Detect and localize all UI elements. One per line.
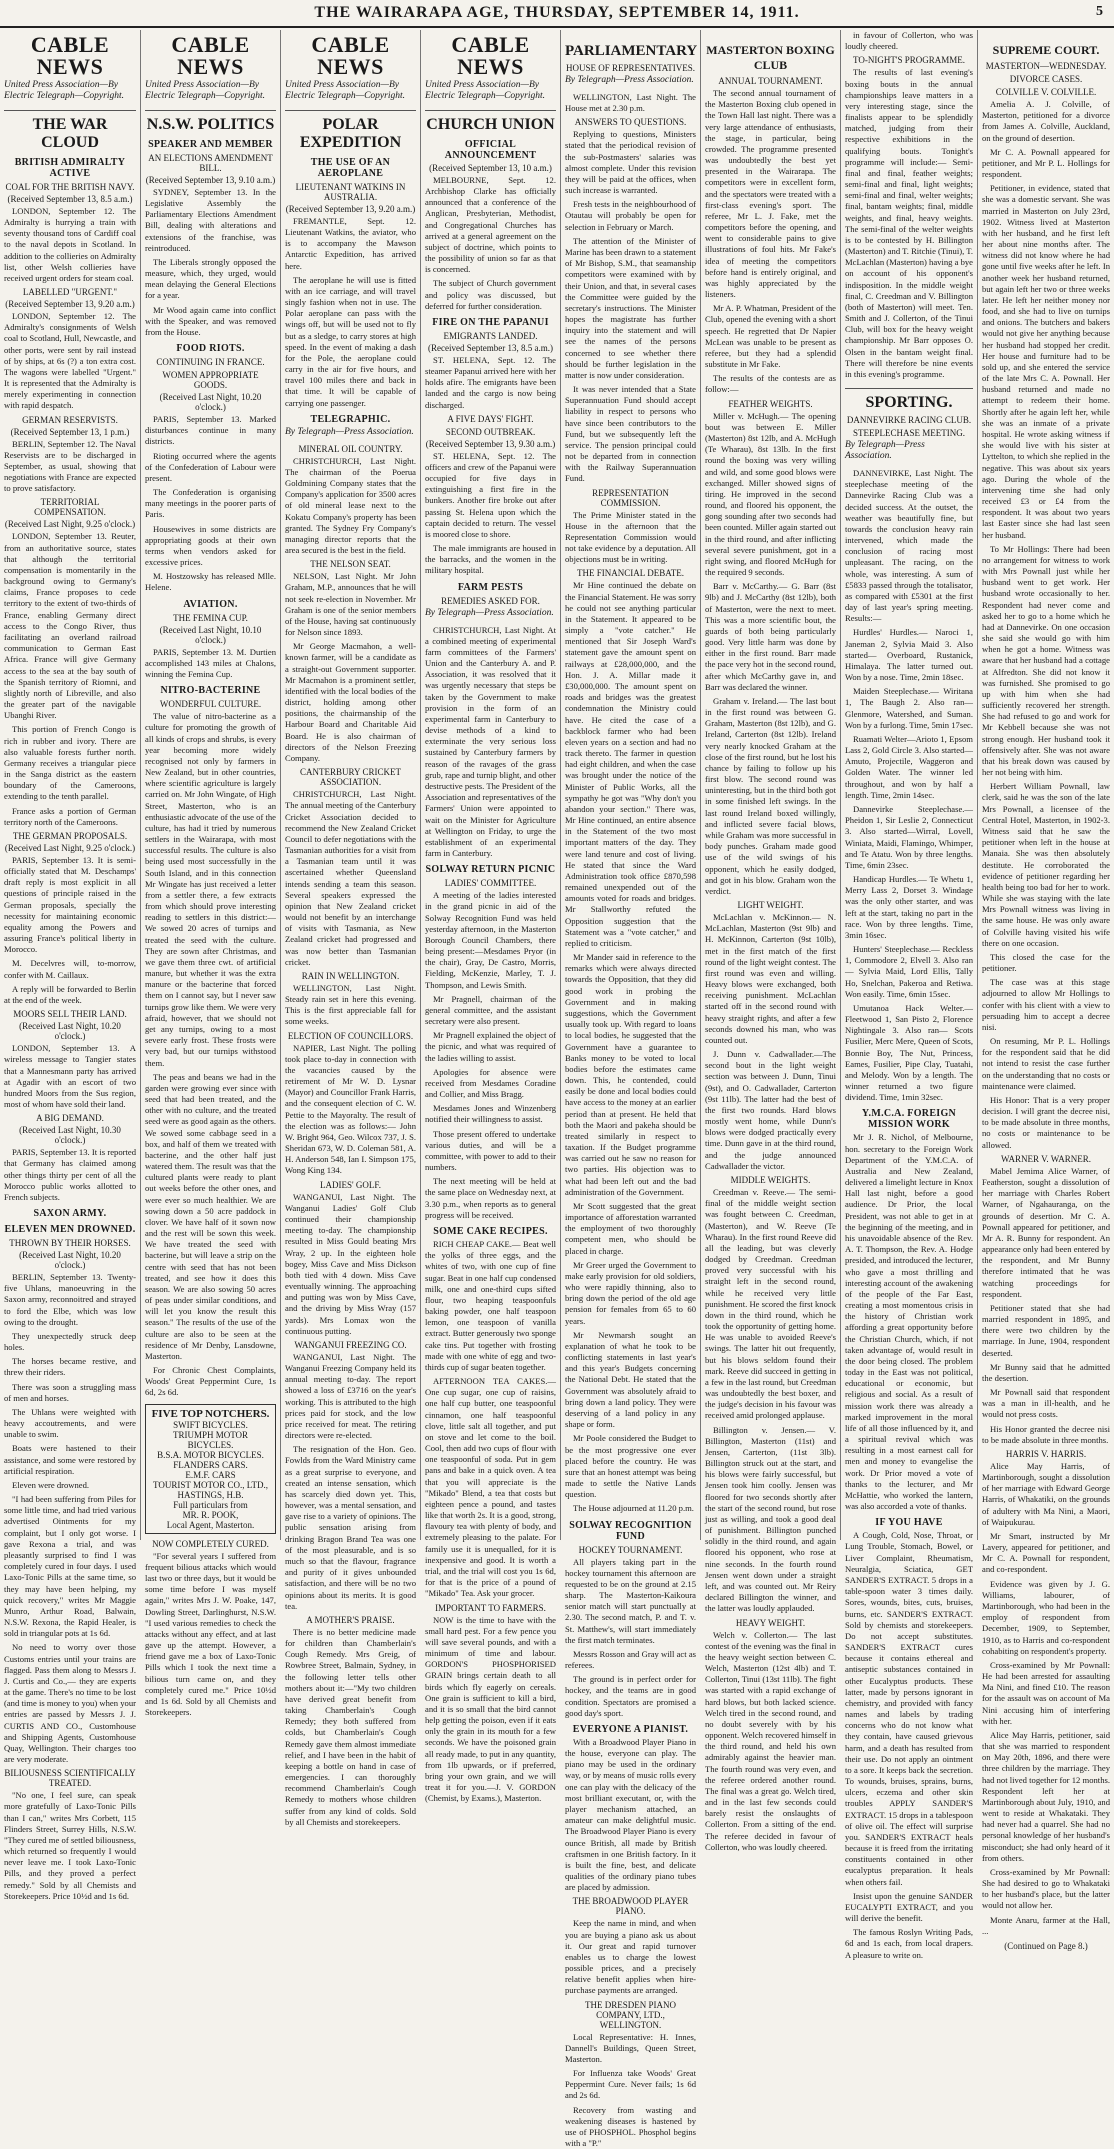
paragraph: Messrs Rosson and Gray will act as referees. [565,1648,696,1671]
paragraph: The next meeting will be held at the same place on Wednesday next, at 3.30 p.m., when reports as to general progress will be received. [425,1176,556,1220]
paragraph: They unexpectedly struck deep holes. [4,1330,136,1353]
paragraph: Petitioner, in evidence, stated that she was a domestic servant. She was married in Masterton on July 23rd, 1902. Witness lived at Masterton with her husband, and he first left her about nine months after. The witness did not know where he had gone until five weeks after he left. In another week her husband returned, but again left her two or three weeks later. He left her neither money nor food, and she had to live on turnips and onions. The butchers and bakers would not give her anything because her husband had stopped her credit. Her house and furniture had to be sold up, and she entered the service of the late Mrs C. A. Pownall. Her husband returned and made no attempt to redeem their home. Shortly after he again left her, while she was an inmate of a private hospital. He wrote asking witness if she would live with his sister at Lyttelton, to which she replied in the negative. This was about six years ago. During the whole of the intervening time she had only received £3 or £4 from the respondent. It was about two years last Easter since she had last seen her husband. [982,183,1110,540]
subhead: OFFICIAL ANNOUNCEMENT [444,138,537,161]
subhead: TO-NIGHT'S PROGRAMME. [853,55,965,66]
subhead: THE DRESDEN PIANO COMPANY, LTD., WELLINGTON. [585,1999,676,2030]
subhead: CONTINUING IN FRANCE. [156,357,265,368]
headline: POLAR EXPEDITION [285,110,416,152]
subhead: SPEAKER AND MEMBER [148,138,273,150]
masthead [0,0,1114,28]
paragraph: To Mr Hollings: There had been no arrangement for witness to work with Mrs Pownall just while her husband went to get work. Her husband wrote occasionally to her. Respondent had never come and asked her to go to a home which he had at Dannevirke. On one occasion she said she would go with him when he got a home. Witness was aware that her husband had a cottage at Alfredton. She did not know it was furnished. She promised to go up with him when she had sufficiently recovered her strength. She had refused to go and work for Mr Kebbell because she was not strong enough. Her husband took it offensively after. She was not aware that his break down was caused by her not being with him. [982,543,1110,778]
subhead: LIGHT WEIGHT. [737,900,804,911]
dateline: (Received Last Night, 10.30 o'clock.) [19,1125,121,1146]
subhead: MIDDLE WEIGHTS. [730,1174,811,1185]
dateline: (Received September 13, 9.20 a.m.) [5,299,135,310]
subhead: SOME CAKE RECIPES. [433,1226,548,1237]
subhead: AVIATION. [183,598,238,610]
paragraph: There was soon a struggling mass of men and horses. [4,1381,136,1403]
paragraph: Hurdles' Hurdles.— Naroci 1, Janeman 2, Sylvia Maid 3. Also started— Overboard, Rustanick, Himalaya. The latter turned out. Won by a nose. Time, 2min 18sec. [845,627,973,683]
subhead: TELEGRAPHIC. [310,413,391,425]
paragraph: NELSON, Last Night. Mr John Graham, M.P., announces that he will not seek re-election in November. Mr Graham is one of the senior members of the House, having sat continuously for Nelson since 1893. [285,571,416,638]
paragraph: Insist upon the genuine SANDER EUCALYPTI EXTRACT, and you will derive the benefit. [845,1890,973,1924]
paragraph: Mr C. A. Pownall appeared for petitioner, and Mr P. L. Hollings for respondent. [982,146,1110,180]
paragraph: McLachlan v. McKinnon.— N. McLachlan, Masterton (9st 9lb) and H. McKinnon, Carterton (9st 10lb), met in the first match of the first round of the light weight contest. The first round was even and willing. Heavy blows were exchanged, both receiving punishment. McLachlan started off in the second round with heavy straight rights, and after a few seconds downed his man, who was counted out. [705,912,836,1045]
subhead: A BIG DEMAND. [36,1113,104,1124]
paragraph: WELLINGTON, Last Night. Steady rain set in here this evening. This is the first appreciable fall for some weeks. [285,982,416,1027]
subhead: GERMAN RESERVISTS. [22,414,118,425]
paragraph: Welch v. Collerton.— The last contest of the evening was the final in the heavy weight section between C. Welch, Masterton (12st 4lb) and T. Collerton, Tinui (13st 11lb). The fight was started with a rapid exchange of hard blows, but both lacked science. Welch tired in the second round, and no doubt severely with by his opponent. Welch recovered himself in the third round, and held his own admirably against the heavier man. The fourth round was very even, and the referee ordered another round. The final was a great go. Welch tired, and in the last few seconds could barely resist the onslaughts of Collerton. From a sitting of the end. The referee decided in favour of Collerton, who was loudly cheered. [705,1629,836,1852]
paragraph: PARIS, September 13. It is reported that Germany has claimed among other things thirty per cent of all the Morocco public works allotted to French subjects. [4,1147,136,1202]
subhead: FIRE ON THE PAPANUI [432,316,549,328]
dateline: (Received September 13, 9.10 a.m.) [145,174,276,185]
paragraph: Those present offered to undertake various duties, and will be a committee, with power to add to their numbers. [425,1128,556,1173]
dateline: (Received September 13, 1 p.m.) [10,426,130,437]
dateline: (Received Last Night, 10.20 o'clock.) [19,1250,121,1271]
subhead: THE USE OF AN AEROPLANE [310,156,391,179]
paragraph: The horses became restive, and threw their riders. [4,1356,136,1378]
paragraph: WANGANUI, Last Night. The Wanganui Freezing Company held its annual meeting to-day. The report showed a loss of £3716 on the year's working. This is attributed to the high prices paid for stock, and the low price received for meat. The retiring directors were re-elected. [285,1351,416,1441]
subhead: BRITISH ADMIRALTY ACTIVE [14,156,126,179]
headline: PARLIAMENTARY [565,43,698,59]
dateline: (Received Last Night, 10.20 o'clock.) [19,1021,121,1042]
headline: SUPREME COURT. [992,43,1100,57]
paragraph: This closed the case for the petitioner. [982,951,1110,974]
paragraph: Mr Bunny said that he admitted the desertion. [982,1361,1110,1383]
paragraph: BERLIN, September 12. The Naval Reservists are to be discharged in September, as usual, showing that negotiations with France are expected to prove satisfactory. [4,438,136,494]
paragraph: Mr Pragnell, chairman of the general committee, and the assistant secretary were also present. [425,993,556,1027]
subhead: THE GERMAN PROPOSALS. [12,830,128,841]
ad-line: TRIUMPH MOTOR BICYCLES. [172,1429,249,1450]
advertisement: A Cough, Cold, Nose, Throat, or Lung Trouble, Stomach, Bowel, or Liver Complaint, Rheumatism, Neuralgia, Sciatica, GET SANDER'S EXTRACT. 5 drops in a table-spoon water 3 times daily. Sores, wounds, bites, cuts, bruises, burns, etc. SANDER'S EXTRACT. Sold by chemists and storekeepers. Do not accept substitutes. SANDER'S EXTRACT cures because it contains ethereal and antiseptic substances contained in other Eucalyptus products. These latter, made by persons ignorant in chemistry, and provided with fancy names and labels by trading concerns who do not know what they contain, have caused grievous harm, and a death has resulted from their use. Do not apply an ointment to a sore. It keeps back the secretion. To wounds, bruises, sprains, burns, ulcers, eczema and other skin troubles APPLY SANDER'S EXTRACT. 15 drops in a tablespoon of olive oil. The effect will surprise you. SANDER'S EXTRACT heals because it is freed from the irritating constituents contained in other eucalyptus preparation. It heals when others fail. [845,1530,973,1887]
subhead: IMPORTANT TO FARMERS. [435,1602,546,1613]
subhead: ANSWERS TO QUESTIONS. [574,117,687,128]
column-1 [0,30,140,1901]
subhead: LABELLED "URGENT." [22,287,118,298]
subhead: THROWN BY THEIR HORSES. [9,1238,131,1249]
section-title: CABLE NEWS [311,32,390,79]
paragraph: The Confederation is organising many meetings in the poorer parts of Paris. [145,487,276,520]
subhead: SOLWAY RETURN PICNIC [425,864,556,876]
paragraph: This portion of French Congo is rich in rubber and ivory. There are also valuable forests further north. Germany receives a triangular piece in the Sanga district as the eastern boundary of the Cameroons, extending to the tenth parallel. [4,724,136,802]
paragraph: The case was at this stage adjourned to allow Mr Hollings to confer with his client with a view to persuading him to accept a decree nisi. [982,977,1110,1032]
subhead: WANGANUI FREEZING CO. [294,1339,407,1350]
subhead: A MOTHER'S PRAISE. [306,1614,395,1625]
paragraph: A meeting of the ladies interested in the grand picnic in aid of the Solway Recognition Fund was held yesterday afternoon, in the Masterton Borough Council Chambers, there being present:—Mesdames Pryor (in the chair), Gray, De Castro, Morris, Fielding, McKenzie, Marley, T. J. Thompson, and Lewis Smith. [425,890,556,990]
paragraph: MELBOURNE, Sept. 12. Archbishop Clarke has officially announced that a conference of the Anglican, Presbyterian, Methodist, and Congregational Churches has arrived at a general agreement on the subject of doctrine, which points to the possibility of union so far as that is concerned. [425,174,556,275]
headline: N.S.W. POLITICS [145,110,276,134]
subhead: LIEUTENANT WATKINS IN AUSTRALIA. [295,181,406,202]
paragraph: WANGANUI, Last Night. The Wanganui Ladies' Golf Club continued their championship meeting to-day. The championship resulted in Miss Gould beating Mrs Wray, 2 up. In the eighteen hole bogey, Miss Cave and Miss Dickson both tied with 4 down. Miss Cave eventually winning. The approaching and putting was won by Miss Cave, and the driving by Miss Wray (157 yards). Mrs Lomax won the continuous putting. [285,1191,416,1336]
paragraph: Replying to questions, Ministers stated that the periodical revision of the sub-Postmasters' salaries was almost complete. Under this revision they will be paid at the offices, when such increase is warranted. [565,129,696,196]
paragraph: PARIS, September 13. It is semi-officially stated that M. Deschamps' draft reply is most explicit in all questions of principle raised in the German proposals, specially the necessity for maintaining economic equality among the Powers and assuring France's political liberty in Morocco. [4,854,136,955]
page-number: 5 [1096,4,1104,19]
subhead: EVERYONE A PIANIST. [572,1723,689,1735]
subhead: NOW COMPLETELY CURED. [152,1538,269,1549]
ad-line: TOURIST MOTOR CO., LTD., HASTINGS, H.B. [153,1479,268,1500]
paragraph: ST. HELENA, Sept. 12. The officers and crew of the Papanui were occupied for five days in extinguishing a first fire in the bunkers. Another fire broke out after passing St. Helena upon which the captain decided to return. The vessel is moored close to shore. [425,450,556,539]
paragraph: Barr v. McCarthy.— G. Barr (8st 9lb) and J. McCarthy (8st 12lb), both of Masterton, were the next to meet. This was a more scientific bout, the guards of both being particularly good. Very little harm was done by either in the first round. Barr made the pace very hot in the second round, after which McCarthy gave in, and Barr was declared the winner. [705,581,836,692]
paragraph: AFTERNOON TEA CAKES.—One cup sugar, one cup of raisins, one half cup butter, one teaspoonful cinnamon, one half teaspoonful clove, little salt all together, and put on stove and let come to the boil. Cool, then add two cups of flour with one teaspoonful of soda. Put in gem pans and bake in a quick oven. A tea that you will appreciate is the "Mikado" Blend, a tea that costs but eighteen pence a pound, and tastes like that worth 2s. It is a good, strong, flavoury tea with plenty of body, and extremely pleasing to the palate. For family use it is unequalled, for it is inexpensive and good. It is worth a trial, and the trial will cost you 1s 6d, for that is the price of a pound of "Mikado" Tea. Ask your grocer. [425,1376,556,1599]
credit-line: By Telegraph—Press Association. [565,75,694,85]
subhead: WONDERFUL CULTURE. [159,699,262,710]
subhead: WOMEN APPROPRIATE GOODS. [162,370,259,391]
paragraph: Mr Hine continued the debate on the Financial Statement. He was sorry he could not see anything particular in the Statement. It appeared to be simply a "vote catcher." He mentioned that Sir Joseph Ward's statement gave the amount spent on railways at £28,000,000, and the Hon. J. A. Millar made it £30,000,000. The amount spent on roads and bridges was the greatest condemnation the Ministry could have. He cited the case of a backblock farmer who had been eleven years on a section and had no track thereto. The farmer in question had eight children, and when the case was brought under the notice of the Minister of Public Works, all the sympathy he got was "Why don't you abandon your section." There was, Mr Hine continued, an entire absence in the Statement of the two most important matters of the day. They were land tenure and cost of living. He stated that since the Ward Administration took office £870,598 remained unexpended out of the amounts voted for roads and bridges. Mr Stallworthy refuted the Opposition suggestion that the Statement was a "vote catcher," and replied to criticism. [565,580,696,948]
paragraph: DANNEVIRKE, Last Night. The steeplechase meeting of the Dannevirke Racing Club was a decided success. At the outset, the weather was beautifully fine, but towards the conclusion heavy rain intervened, which made the conclusion of racing most unpleasant. The racing, on the whole, was interesting. A sum of £5833 passed through the totalisator, as compared with £5301 at the first day of last year's spring meeting. Results:— [845,468,973,624]
paragraph: Mr Pragnell explained the object of the picnic, and what was required of the ladies willing to assist. [425,1030,556,1063]
paragraph: NOW is the time to have with the small hard pest. For a few pence you will save several pounds, and with a minimum of time and labour. GORDON'S PHOSPHORISED GRAIN brings certain death to all birds which fly eagerly on cereals. One grain is sufficient to kill a bird, and it is so small that the bird cannot help getting the poison, even if it eats only the grain in its mouth for a few seconds. We have the poisoned grain all ready made, to put in any quantity, from 1lb upwards, or if preferred, bring your own grain, and we will treat it for you.—J. V. GORDON (Chemist, by Exams.), Masterton. [425,1614,556,1804]
paragraph: CHRISTCHURCH, Last Night. At a combined meeting of experimental farm committees of the Farmers' Union and the Canterbury A. and P. Association, it was resolved that it was urgently necessary that steps be taken by the Government to make provision in the form of an experimental farm in Canterbury to devise methods of a kind to exterminate the very serious loss sustained by Canterbury farmers by reason of the ravages of the grass grub, rape and turnip blight, and other destructive pests. The President of the Association and representatives of the Farmers' Union were appointed to wait on the Minister for Agriculture at Wellington on Friday, to urge the establishment of an experimental farm in Canterbury. [425,624,556,859]
paragraph: Mr Mander said in reference to the remarks which were always directed towards the Opposition, that they did good work in probing the Government and in making suggestions, which the Government usually took up. With regard to loans to local bodies, he suggested that the Government have a guarantee to Banks money to be voted to local bodies before the estimates came down. This, he contended, could easily be done and local bodies could have access to the money at an earlier period than at present. He held that both the Maori and pakeha should be treated similarly in respect to taxation. If the Budget programme was carried out he saw no reason for two parties. His objection was to what had been left out and the bad administration of the Government. [565,952,696,1197]
paragraph: Mr J. R. Nichol, of Melbourne, hon. secretary to the Foreign Work Department of the Y.M.C.A. of Australia and New Zealand, delivered a limelight lecture in Knox Hall last night, before a good audience. Dr Prior, the local President, was not able to get in at the beginning of the meeting, and in his unavoidable absence of the Rev. A. T. Thompson, the Rev. A. Hodge presided, and introduced the lecturer, who gave a most thrilling and interesting account of the awakening of the people of the Far East, creating a most momentous crisis in the history of Christian work affording a great opportunity before the Christian Church, which, if not taken advantage of, would result in the door being closed. The problem today in the East was not political, educational or economic, but religious and social. As a result of mission work there was already a marked improvement in the moral life of all those influenced by it, and a spiritual revival which was resulting in a most earnest call for men and money to evangelise the work. Dr Prior moved a vote of thanks to the lecturer, and Mr McHattie, who worked the lantern, was also accorded a vote of thanks. [845,1132,973,1512]
section-title: CABLE NEWS [451,32,530,79]
credit-line: United Press Association—By Electric Telegraph—Copyright. [145,80,265,101]
paragraph: Miller v. McHugh.— The opening bout was between E. Miller (Masterton) 8st 12lb, and A. McHugh (Te Wharau), 8st 13lb. In the first round the boxing was very willing and wild, and some good blows were exchanged. Miller showed signs of tiring. He improved in the second round, and floored his opponent, the gong sounding after two seconds had been counted. Miller again started out in the third round, and after inflicting several severe punishment, got in a right swing, and floored McHugh for the required 9 seconds. [705,410,836,578]
ad-line: Full particulars from [173,1499,248,1510]
paragraph: Mr Greer urged the Government to make early provision for old soldiers, who were rapidly thinning, also to bring down the period of the old age pension for females from 65 to 60 years. [565,1259,696,1326]
subhead: ELEVEN MEN DROWNED. [4,1224,136,1236]
subhead: THE BROADWOOD PLAYER PIANO. [572,1896,689,1917]
paragraph: The second annual tournament of the Masterton Boxing club opened in the Town Hall last night. There was a very large attendance of enthusiasts, the stage, in particular, being crowded. The programme presented was undoubtedly the best yet presented in the Wairarapa. The competitors were in excellent form, and the spectators were treated with a first-class evening's sport. The referee, Mr L. J. Fake, met the competitors before the opening, and went to considerable pains to give illustrations of foul hits. Mr Fake's idea of meeting the competitors before hand is entirely original, and was highly appreciated by the listeners. [705,88,836,300]
paragraph: The value of nitro-bacterine as a culture for promoting the growth of all kinds of crops and shrubs, is every year becoming more widely recognised not only by farmers in New Zealand, but in other countries, where scientific agriculture is largely carried on. Mr John Wingate, of High Street, Masterton, who is an enthusiastic advocate of the use of the culture, has had it tried by numerous settlers in the Wairarapa, with most successful results. The culture is also being used most successfully in the South Island, and in this connection Mr Wingate has just received a letter from a settler there, a few extracts from which should prove interesting reading to settlers in this district:—We sowed 20 acres of turnips and treated the seed with the culture. They are sown after Christmas, and we gave them three cwt. of artificial manure, but whether it was the extra manure or the bacterine that forced them on I cannot say, but I never saw turnips grow like them. We were very afraid, however, that we should not get any turnips, owing to a most severe early frost. These frosts were very bad, but our turnips withstood them. [145,711,276,1068]
paragraph: CHRISTCHURCH, Last Night. The chairman of the Poerua Goldmining Company states that the Company's application for 3500 acres of old mineral lease next to the Kokatu Company's property has been granted. The Sydney Fry Company's managing director reports that the area secured is the best in the field. [285,455,416,556]
paragraph: Amelia A. J. Colville, of Masterton, petitioned for a divorce from James A. Colville, Auckland, on the ground of desertion. [982,99,1110,143]
column-7 [840,30,977,1960]
paragraph: LONDON, September 12. The Admiralty is hurrying a train with seventy thousand tons of Cardiff coal to the naval depots in Scotland. In addition to the collieries on Admiralty list, other Welsh collieries have received urgent orders for steam coal. [4,205,136,283]
ad-line: FLANDERS CARS. [173,1459,248,1470]
paragraph: Recovery from wasting and weakening diseases is hastened by use of PHOSPHOL. Phosphol begins with a "P." [565,2104,696,2149]
dateline: (Received September 13, 8.5 a.m.) [7,193,133,204]
paragraph: All players taking part in the hockey tournament this afternoon are requested to be on the ground at 2.15 sharp. The Masterton-Kaikoura senior match will start punctually at 2.30. The second match, P. and T. v. St. Matthew's, will start immediately the first match terminates. [565,1556,696,1645]
paragraph: Keep the name in mind, and when you are buying a piano ask us about it. Our great and rapid turnover enables us to charge the lowest possible prices, and a precisely relative benefit applies when hire-purchase payments are arranged. [565,1918,696,1996]
subhead: THE FINANCIAL DEBATE. [577,568,684,579]
paragraph: Mr Scott suggested that the great importance of afforestation warranted the employment of two thoroughly competent men, who should be placed in charge. [565,1200,696,1256]
paragraph: Fresh tests in the neighbourhood of Otautau will probably be open for selection in February or March. [565,199,696,232]
column-5 [560,30,700,2149]
paragraph: Housewives in some districts are appropriating goods at their own terms when vendors asked for excessive prices. [145,523,276,568]
paragraph: Mesdames Jones and Winzenberg notified their willingness to assist. [425,1103,556,1125]
paragraph: The famous Roslyn Writing Pads, 6d and 1s each, from local drapers. A pleasure to write on. [845,1927,973,1960]
paragraph: Billington v. Jensen.— V. Billington, Masterton (11st) and Jensen, Carterton, (11st 3lb). Billington struck out at the start, and his blows were fairly successful, but Jensen took him coolly. Jensen was floored for two seconds shortly after the start of the second round, but rose just as willing, and took a good deal of punishment. Billington punched solidly in the third round, and again floored his opponent, who rose at nine seconds. In the fourth round Jensen went down under a straight left, and was counted out. Mr Reiry declared Billington the winner, and the latter was loudly applauded. [705,1424,836,1614]
paragraph: Mr George Macmahon, a well-known farmer, will be a candidate as a straight-out Government supporter. Mr Macmahon is a prominent settler, identified with the local bodies of the district, holding among other positions, the chairmanship of the Harbour Board and Charitable Aid Board. He is also chairman of directors of the Nelson Freezing Company. [285,641,416,763]
dateline: (Received Last Night, 10.20 o'clock.) [159,392,262,413]
paragraph: The ground is in perfect order for hockey, and the teams are in good condition. Spectators are promised a good day's sport. [565,1674,696,1718]
subhead: IF YOU HAVE [875,1517,943,1529]
paragraph: Cross-examined by Mr Pownall: He had been arrested for assaulting Ma Nini, and fined £10. The reason for the assault was on account of Ma Nini accusing him of interfering with her. [982,1659,1110,1726]
advertisement: For Chronic Chest Complaints, Woods' Great Peppermint Cure, 1s 6d, 2s 6d. [145,1365,276,1398]
masthead-title: THE WAIRARAPA AGE, THURSDAY, SEPTEMBER 14, 1911. [314,4,800,21]
paragraph: With a Broadwood Player Piano in the house, everyone can play. The piano may be used in the ordinary way, or by means of music rolls every one can play with the delicacy of the most brilliant executant, or, with the player mechanism attached, an amateur can make delightful music. The Broadwood Player Piano is every ounce British, all made by British craftsmen in one British factory. In it is built the fine, best, and delicate qualities of the ordinary piano tubes are placed by admission. [565,1736,696,1893]
column-6 [700,30,840,1852]
headline: THE WAR CLOUD [4,110,136,152]
subhead: A FIVE DAYS' FIGHT. [447,413,534,424]
paragraph: On resuming, Mr P. L. Hollings for the respondent said that he did not intend to resist the case further on the understanding that no costs or maintenance were claimed. [982,1036,1110,1091]
dateline: (Received Last Night, 9.25 o'clock.) [4,519,136,530]
paragraph: Mr Pownall said that respondent was a man in ill-health, and he would not press costs. [982,1387,1110,1420]
paragraph: CHRISTCHURCH, Last Night. The annual meeting of the Canterbury Cricket Association decided to recommend the New Zealand Cricket Council to defer negotiations with the Tasmanian authorities for a visit from a Tasmanian team until it was ascertained whether Queensland intends sending a team this season. Several speakers expressed the opinion that New Zealand cricket would not benefit by an interchange of visits with Tasmania, as New Zealand cricket had progressed and was now better than Tasmanian cricket. [285,789,417,967]
paragraph: The results of last evening's boxing bouts in the annual championships leave matters in a very interesting stage, since the finalists appear to be splendidly matched, judging from their respective exhibitions in the qualifying bouts. Tonight's programme will include:— Semi-final and final, feather weights; semi-final and final, light weights; semi-final and final, welter weights; final, bantam weights; final, middle weights, and final, heavy weights. The semi-final of the welter weights is to be contested by H. Billington (Masterton) and T. Ritchie (Tinui), T. McLachlan (Masterton) having a bye on account of his opponent's indisposition. In the middle weight final, C. Creedman and V. Billington (both of Masterton) will meet. Ten. Smith and J. Collerton, of the Tinui Club, will box for the heavy weight championship. Mr Barr opposes O. Olsen in the bantam weight final. There will therefore be nine events in this evening's programme. [845,67,973,379]
paragraph: SYDNEY, September 13. In the Legislative Assembly the Parliamentary Elections Amendment Bill, dealing with alterations and extensions of the franchise, was reintroduced. [145,186,276,253]
paragraph: J. Dunn v. Cadwallader.—The second bout in the light weight section was between J. Dunn, Tinui (9st), and O. Cadwallader, Carterton (9st 11lb). The latter had the best of the first two rounds. Hard blows mostly went home, while Dunn's blows were dodged practically every time. Dunn gave in at the third round, and the judge announced Cadwallader the victor. [705,1049,836,1171]
paragraph: Maiden Steeplechase.— Wiritana 1, The Baugh 2. Also ran—Glenmore, Watershed, and Suman. Won by a furlong. Time, 5min 17sec. [845,686,973,730]
subhead: HOUSE OF REPRESENTATIVES. [565,63,696,73]
advertisement: "I had been suffering from Piles for some little time, and had tried various advertised Ointments for my complaint, but I only got worse. I gave Rexona a trial, and was pleasantly surprised to find I was completely cured in four days. I used Laxo-Tonic Pills at the same time, so they may have been helping, my quick recovery," writes Mr Maggie Munro, Arthur Road, Balwain, N.S.W. Rexona, the Rapid Healer, is sold in triangular pots at 1s 6d. [4,1494,136,1639]
paragraph: Umutanoa Hack Welter.— Fleetwood 1, San Pisto 2, Florence Nightingale 3. Also ran— Scots Fusilier, Merc Mere, Queen of Scots, Bonnie Boy, The Nut, Princess, Eames, Fusilier, Pipe Clay, Tuatahi, and Melody. Won by a length. The winner returned a two figure dividend. Time, 1min 32sec. [845,1002,973,1103]
subhead: CANTERBURY CRICKET ASSOCIATION. [300,767,401,788]
paragraph: The subject of Church government and policy was discussed, but deferred for further consideration. [425,278,556,311]
subhead: FARM PESTS [457,581,524,593]
paragraph: The Prime Minister stated in the House in the afternoon that the Representation Commission would not take evidence by a deputation. All objections must be in writing. [565,509,696,565]
subhead: SOLWAY RECOGNITION FUND [569,1519,692,1542]
subhead: RAIN IN WELLINGTON. [301,970,400,981]
paragraph: It was never intended that a State Superannuation Fund should accept liability in respect to persons who have since been contributors to the Fund, but we subsequently left the service. The pension principal could not be departed from in connection with the Railway Superannuation Fund. [565,384,696,484]
subhead: WARNER V. WARNER. [1000,1153,1091,1164]
paragraph: LONDON, September 13. Reuter, from an authoritative source, states that although the territorial compensation is momentarily in the background owing to Germany's claims, France proposes to cede territory to the extent of two-thirds of France, enabling Germany direct access to the Congo River, thus facilitating an overland railroad communication to German East Africa. France will give Germany access to the sea at the bay south of the Spanish territory of Riomni, and slightly north of Libreville, and also the greater part of the navigable Ubanghi River. [4,531,136,721]
paragraph: Mabel Jemima Alice Warner, of Featherston, sought a dissolution of her marriage with Charles Robert Warner, of Ngahauranga, on the grounds of desertion. Mr C. A. Pownall appeared for petitioner, and Mr A. R. Bunny for respondent. An appearance only had been entered by the respondent, and Mr Bunny therefore intimated that he was watching proceedings for respondent. [982,1165,1110,1299]
subhead: LADIES' COMMITTEE. [444,878,537,889]
advertisement: "No one, I feel sure, can speak more gratefully of Laxo-Tonic Pills than I can," writes Mrs Corbett, 115 Flinders Street, Surrey Hills, N.S.W. "They cured me of settled biliousness, which returned so frequently I would never leave me. I took Laxo-Tonic Pills, and they proved a perfect remedy." Sold by all Chemists and Storekeepers. Price 10½d and 1s 6d. [4,1790,136,1901]
subhead: MINERAL OIL COUNTRY. [298,443,403,454]
paragraph: Eleven were drowned. [12,1479,90,1490]
paragraph: BERLIN, September 13. Twenty-five Uhlans, manoeuvring in the Saxon army, reconnoitred and strayed to ford the Elbe, which was low owing to the drought. [4,1272,136,1327]
paragraph: M. Hostzowsky has released Mlle. Helene. [145,571,276,593]
subhead: COLVILLE V. COLVILLE. [995,87,1097,97]
paragraph: The male immigrants are housed in the barracks, and the women in the military hospital. [425,543,556,576]
paragraph: Apologies for absence were received from Mesdames Coradine and Collier, and Miss Bragg. [425,1066,556,1100]
ad-line: Local Agent, Masterton. [166,1519,255,1530]
subhead: THE NELSON SEAT. [310,559,391,570]
section-title: CABLE NEWS [30,32,110,79]
paragraph: Mr Poole considered the Budget to be the most progressive one ever placed before the country. He was sure that an honest attempt was being made to settle the Native Lands question. [565,1433,696,1500]
paragraph: The attention of the Minister of Marine has been drawn to a statement of Mr Bishop, S.M., that seamanship competitors were examined with by their Union, and that, in several cases the Committee were guided by the secretary's instructions. The Minister hopes the magistrate has further inquiry into the statement and will see the names of the persons concerned to see whether there should be further legislation in the matter is now under consideration. [565,235,696,380]
paragraph: The results of the contests are as follow:— [705,373,836,395]
ad-line: MR. R. POOK, [182,1509,239,1520]
paragraph: There is no better medicine made for children than Chamberlain's Cough Remedy. Mrs Greig, of Rowbree Street, Balmain, Sydney, in the following letter tells other mothers about it:—"My two children have derived great benefit from taking Chamberlain's Cough Remedy; they both suffered from colds, but Chamberlain's Cough Remedy gave them almost immediate relief, and I have been in the habit of keeping a bottle on hand in case of emergencies. I can thoroughly recommend Chamberlain's Cough Remedy to mothers whose children suffer from any kind of colds. Sold by all Chemists and storekeepers. [285,1626,416,1827]
paragraph: The Uhlans were weighted with heavy accoutrements, and were unable to swim. [4,1406,136,1440]
advertisement: "For several years I suffered from frequent bilious attacks which would last two or three days, but it would be some time before I was myself again," writes Mrs J. W. Poake, 147, Dowling Street, Darlinghurst, N.S.W. "I used various remedies to check the attacks without any effect, and at last gave up the attempt. However, a friend gave me a box of Laxo-Tonic Pills which I took the next time a bilious turn came on, and they completely cured me." Price 10½d and 1s 6d. Sold by all Chemists and Storekeepers. [145,1550,276,1718]
paragraph: PARIS, September 13. Marked disturbances continue in many districts. [145,414,276,447]
dateline: (Received September 13, 9.20 a.m.) [285,203,416,214]
ad-title: FIVE TOP NOTCHERS. [151,1407,270,1420]
column-3 [280,30,420,1827]
subhead: HOCKEY TOURNAMENT. [578,1544,683,1555]
subhead: EMIGRANTS LANDED. [443,330,538,341]
paragraph: NAPIER, Last Night. The polling took place to-day in connection with the vacancies caused by the retirement of Mr W. D. Lysnar (Mayor) and Councillor Frank Harris, and the consequent election of C. W. Pettie to the Mayoralty. The result of the election was as follows:— John W. Bright 964, Geo. Wilcox 737, J. S. Sheridan 673, W. D. Coleman 581, A. H. Anderson 548, Ian I. Simpson 175, Wong King 134. [285,1042,416,1176]
subhead: THE FEMINA CUP. [173,612,248,623]
paragraph: M. Decelvres will, to-morrow, confer with M. Caillaux. [4,958,136,980]
paragraph: The House adjourned at 11.20 p.m. [573,1503,694,1514]
subhead: TERRITORIAL COMPENSATION. [34,497,106,518]
paragraph: Dannevirke Steeplechase.— Pheidon 1, Sir Leslie 2, Connecticut 3. Also started—Wirral, Lovell, Winiata, Maidi, Flamingo, Whimper, and Te Atatu. Won by three lengths. Time, 6min 23sec. [845,803,973,870]
subhead: SECOND OUTBREAK. [445,426,536,437]
dateline: (Received September 13, 8.5 a.m.) [428,342,553,353]
subhead: LADIES' GOLF. [320,1179,381,1190]
paragraph: Alice May Harris, petitioner, said that she was married to respondent on May 20th, 1896, and there were three children by the marriage. They had not lived together for 12 months. Respondent left her at Martinborough about July, 1910, and went to reside at Whakataki. They had never had a quarrel. She had no personal knowledge of her husband's misconduct; she had only heard of it from others. [982,1729,1110,1863]
paragraph: Ruamati Welter—Arioto 1, Epsom Lass 2, Gold Circle 3. Also started—Amuto, Projectile, Waggeron and Golden Water. The winner led throughout, and won by half a length. Time, 2min 14sec. [845,733,973,800]
advertisement-box [145,1404,276,1534]
subhead: NITRO-BACTERINE [160,685,261,697]
paragraph: FREMANTLE, Sept. 12. Lieutenant Watkins, the aviator, who is to accompany the Mawson Antarctic Expedition, has arrived here. [285,215,416,271]
paragraph: France asks a portion of German territory north of the Cameroons. [4,805,136,827]
subhead: AN ELECTIONS AMENDMENT BILL. [148,152,273,173]
paragraph: Mr Smart, instructed by Mr Lavery, appeared for petitioner, and Mr C. A. Pownall for respondent, and co-respondent. [982,1530,1110,1575]
credit-line: By Telegraph—Press Association. [425,607,554,618]
paragraph: Local Representative: H. Innes, Dannell's Buildings, Queen Street, Masterton. [565,2031,696,2064]
column-8 [977,30,1114,1951]
ad-line: E.M.F. CARS [185,1469,236,1480]
subhead: STEEPLECHASE MEETING. [853,428,965,439]
paragraph: LONDON, September 12. The Admiralty's consignments of Welsh coal to Scotland, Hull, Newcastle, and other ports, were sent by rail instead of by ships, at 6s (?) a ton extra cost. The wagons were labelled "Urgent." It is represented that the Admiralty is merely experimenting in connection with rapid despatch. [4,311,136,411]
paragraph: Evidence was given by J. G. Williams, labourer, of Martinborough, who had been in the employ of respondent from December, 1909, to September, 1910, as to Harris and co-respondent cohabiting on respondent's property. [982,1578,1110,1656]
paragraph: Boats were hastened to their assistance, and some were restored by artificial respiration. [4,1443,136,1476]
paragraph: WELLINGTON, Last Night. The House met at 2.30 p.m. [565,91,696,114]
subhead: BILIOUSNESS SCIENTIFICALLY TREATED. [4,1768,136,1789]
column-4 [420,30,560,1804]
subhead: COAL FOR THE BRITISH NAVY. [5,181,135,192]
paragraph: Mr Wood again came into conflict with the Speaker, and was removed from the House. [145,304,276,337]
paragraph: The peas and beans we had in the garden were growing ever since with seed that had been treated, and the other with no culture, and the treated seed were as good again as the others. We sowed some cabbage seed in a box, and half of them we treated with bacterine, and the other half just watered them. The result was that the cultured plants were ready to plant out weeks before the other ones, and were ever so much healthier. We are sowing down a 50 acre paddock in clover. We have half of it sown now and the rest will be sown this week. We have treated the seed with bacterine, but will leave a strip on the centre with seed that has not been treated, and see how it does this season. We are also sowing 50 acres of peas under similar conditions, and will let you know the result this season." The results of the use of the culture are also to be seen at the residence of Mr Denby, Lansdowne, Masterton. [145,1071,276,1361]
paragraph: His Honor: That is a very proper decision. I will grant the decree nisi, to be made absolute in three months, no costs or maintenance to be allowed. [982,1094,1110,1150]
paragraph: A reply will be forwarded to Berlin at the end of the week. [4,983,136,1005]
paragraph: Mr A. P. Whatman, President of the Club, opened the evening with a short speech. He regretted that Dr Napier McLean was unable to be present as referee, but they had a splendid substitute in Mr Fake. [705,303,836,370]
credit-line: United Press Association—By Electric Telegraph—Copyright. [285,80,405,101]
subhead: Y.M.C.A. FOREIGN MISSION WORK [861,1108,957,1131]
paragraph: Monte Anaru, farmer at the Hall, ... [982,1914,1110,1936]
paragraph: Herbert William Pownall, law clerk, said he was the son of the late Mrs Pownall, a licensee of the Central Hotel, Masterton, in 1902-3. Witness said that he saw the petitioner when left in the house at Manaia. She was then absolutely destitute. He corroborated the evidence of petitioner regarding her health being too bad for her to work. While she was staying with the late Mrs Pownall witness was living in the same house. He was only aware of Colville having visited his wife there on one occasion. [982,781,1110,948]
subhead: DIVORCE CASES. [1009,74,1083,84]
subhead: HARRIS V. HARRIS. [1005,1448,1087,1459]
subhead: FEATHER WEIGHTS. [728,398,813,409]
paragraph: Alice May Harris, of Martinborough, sought a dissolution of her marriage with Edward George Harris, of Whakatiki, on the grounds of adultery with Ma Nini, a Maori, of Waipukurau. [982,1460,1110,1527]
subhead: MASTERTON—WEDNESDAY. [985,61,1107,71]
section-title: CABLE NEWS [171,32,250,79]
headline: CHURCH UNION [425,110,556,134]
dateline: (Received Last Night, 9.25 o'clock.) [4,842,136,853]
paragraph: The resignation of the Hon. Geo. Fowlds from the Ward Ministry came as a great surprise to everyone, and created an intense sensation, which has scarcely died down yet. This, however, was a mental sensation, and gave rise to a variety of opinions. The public sensation arising from drinking Bragon Brand Tea was one of the most pleasurable, and is so much so that the flavour, fragrance and purity of it gives unbounded satisfaction, and there will be no two opinions about its merits. It is good tea. [285,1444,416,1611]
paragraph: PARIS, September 13. M. Durtien accomplished 143 miles at Chalons, winning the Femina Cup. [145,646,276,679]
subhead: SAXON ARMY. [33,1208,107,1220]
paragraph: For Influenza take Woods' Great Peppermint Cure. Never fails; 1s 6d and 2s 6d. [565,2068,696,2101]
paragraph: ST. HELENA, Sept. 12. The steamer Papanui arrived here with her holds afire. The emigrants have been landed and the cargo is now being discharged. [425,354,556,410]
column-2 [140,30,280,1718]
headline: MASTERTON BOXING CLUB [706,43,835,72]
dateline: (Received September 13, 10 a.m.) [429,162,552,173]
subhead: REMEDIES ASKED FOR. [441,595,540,606]
paragraph: in favour of Collerton, who was loudly cheered. [845,30,973,52]
paragraph: Hunters' Steeplechase.— Reckless 1, Commodore 2, Elvell 3. Also ran— Sylvia Maid, Lord Ellis, Tally Ho, Snelchan, Pakeroa and Retiwa. Won easily. Time, 6min 15sec. [845,944,973,999]
paragraph: Handicap Hurdles.— Te Whetu 1, Merry Lass 2, Dorset 3. Windage was the only other starter, and was left at the start, taking no part in the race. Won by three lengths. Time, 3min 16sec. [845,874,973,940]
headline: SPORTING. [845,388,973,412]
subhead: MOORS SELL THEIR LAND. [13,1009,127,1020]
ad-line: SWIFT BICYCLES. [173,1419,248,1430]
dateline: (Received Last Night, 10.10 o'clock.) [159,624,262,645]
credit-line: United Press Association—By Electric Telegraph—Copyright. [425,80,545,101]
paragraph: LONDON, September 13. A wireless message to Tangier states that a Mannesmann party has arrived at Agadir with an escort of two hundred Moors from the Sus region, most of whom have sold their land. [4,1043,136,1110]
subhead: DANNEVIRKE RACING CLUB. [846,415,972,426]
credit-line: United Press Association—By Electric Telegraph—Copyright. [4,80,124,101]
paragraph: Mr Newmarsh sought an explanation of what he took to be conflicting statements in last year's and this year's Budgets concerning the National Debt. He stated that the Government was absolutely afraid to bring down a land policy. They were deserving of a land policy in any shape or form. [565,1329,696,1430]
continued-notice: (Continued on Page 8.) [1004,1940,1088,1951]
paragraph: The Liberals strongly opposed the measure, which, they urged, would mean delaying the General Elections for a year. [145,256,276,301]
subhead: FOOD RIOTS. [176,343,245,355]
paragraph: Rioting occurred where the agents of the Confederation of Labour were present. [145,450,276,483]
subhead: ELECTION OF COUNCILLORS. [287,1030,414,1041]
paragraph: No need to worry over those Customs entries until your trains are flagged. Pass them along to Messrs J. J. Curtis and Co.,— they are experts at the game. There's no time to be lost (and time is money to you) when your entries are passed by Messrs J. J. CURTIS AND CO., Customhouse and Shipping Agents, Customhouse Quay, Wellington. Their charges too are very moderate. [4,1642,136,1765]
credit-line: By Telegraph—Press Association. [285,426,414,437]
credit-line: By Telegraph—Press Association. [845,440,925,462]
paragraph: Creedman v. Reeve.— The semi-final of the middle weight section was fought between C. Creedman, (Masterton), and W. Reeve (Te Wharau). In the first round Reeve did all the leading, but was cleverly dodged by Creedman. Creedman proved very successful with his straight left in the second round, while he received very little punishment. He scored the first knock down in the third round, which he took the opportunity of getting home. He was unable to avoided Reeve's swings. The latter hit out frequently, but his blows seldom found their mark. Reeve did succeed in getting in a few in the last round, but Creedman was undoubtedly the best boxer, and the judge's decision in his favour was received amid prolonged applause. [705,1186,836,1421]
paragraph: Graham v. Ireland.— The last bout in the first round was between G. Graham, Masterton (8st 12lb), and G. Ireland, Carterton (8st 12lb). Ireland very nearly knocked Graham at the close of the first round, but he lost his chance by failing to follow up his first blow. The second round was uninteresting, but in the third both got in some finished left swings. In the last round Ireland boxed willingly, and inflicted severe facial blows, while Graham was more successful in body punches. Graham made good use of the wild swings of his opponent, which he easily dodged, and got in his blow. Graham won the verdict. [705,695,836,896]
subhead: ANNUAL TOURNAMENT. [718,76,823,86]
ad-line: B.S.A. MOTOR BICYCLES. [157,1449,264,1460]
dateline: (Received September 13, 9.30 a.m.) [425,438,556,449]
paragraph: The aeroplane he will use is fitted with an ice carriage, and will travel singly fashion when not in use. The Polar aeroplane can pass with the wings off, but will be used not to fly but as a sledge, to carry stores at high speed. In the event of making a dash for the Pole, the aeroplane could carry in the air for five hours, and travel 100 miles there and back in that time. It will be capable of carrying one passenger. [285,274,416,408]
paragraph: Cross-examined by Mr Pownall: She had desired to go to Whakataki to her husband's place, but the latter would not allow her. [982,1866,1110,1911]
paragraph: His Honor granted the decree nisi to be made absolute in three months. [982,1423,1110,1445]
subhead: HEAVY WEIGHT. [735,1617,806,1628]
paragraph: Petitioner stated that she had married respondent in 1895, and there were two children by the marriage. In June, 1904, respondent deserted. [982,1302,1110,1358]
subhead: REPRESENTATION COMMISSION. [592,487,669,508]
paragraph: RICH CHEAP CAKE.— Beat well the yolks of three eggs, and the whites of two, with one cup of fine sugar. Beat in one half cup condensed milk, one and one-third cups sifted flour, two heaping teaspoonfuls baking powder, one half teaspoon lemon, one teaspoon of vanilla extract. Butter generously two sponge cake tins. Put together with frosting made with one white of egg and two-thirds cup of sugar beaten together. [425,1239,556,1372]
